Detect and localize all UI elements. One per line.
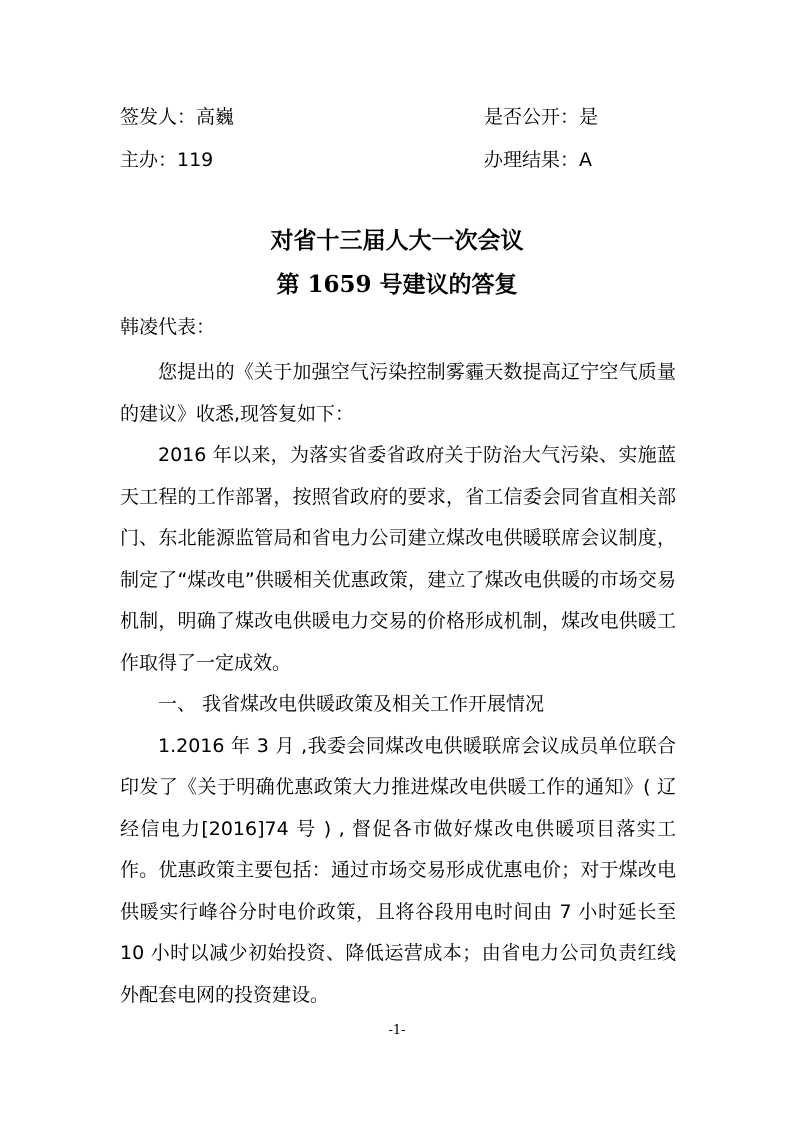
document-title-line-1: 对省十三届人大一次会议 (270, 227, 524, 254)
salutation: 韩凌代表： (120, 316, 216, 338)
host-field: 主办：119 (120, 149, 214, 171)
body-text (120, 352, 676, 1016)
result-field: 办理结果：A (484, 149, 592, 171)
paragraph-policy: 1.2016 年 3 月 ,我委会同煤改电供暖联席会议成员单位联合印发了《关于明确优惠政策大力推进煤改电供暖工作的通知》( 辽经信电力[2016]74 号 ) , 督促各市做好煤改电供暖项目落实工作。优惠政策主要包括：通过市场交易形成优惠电价；对于煤改电供暖实行峰谷分时电价政策，且将谷段用电时间由 7 小时延长至 10 小时以减少初始投资、降低运营成本；由省电力公司负责红线外配套电网的投资建设。 (120, 734, 676, 1006)
document-title-line-2: 第 1659 号建议的答复 (276, 271, 518, 298)
paragraph-background: 2016 年以来，为落实省委省政府关于防治大气污染、实施蓝天工程的工作部署，按照省政府的要求，省工信委会同省直相关部门、东北能源监管局和省电力公司建立煤改电供暖联席会议制度，制定了“煤改电”供暖相关优惠政策，建立了煤改电供暖的市场交易机制，明确了煤改电供暖电力交易的价格形成机制，煤改电供暖工作取得了一定成效。 (120, 444, 676, 674)
signer-field: 签发人：高巍 (120, 106, 235, 128)
public-field: 是否公开：是 (484, 106, 599, 128)
paragraph-intro: 您提出的《关于加强空气污染控制雾霾天数提高辽宁空气质量的建议》收悉,现答复如下： (120, 361, 676, 425)
section-heading-1: 一、 我省煤改电供暖政策及相关工作开展情况 (158, 693, 545, 715)
header-row-2 (120, 145, 620, 175)
header-row-1 (120, 102, 620, 132)
page-number: -1- (388, 1023, 406, 1038)
